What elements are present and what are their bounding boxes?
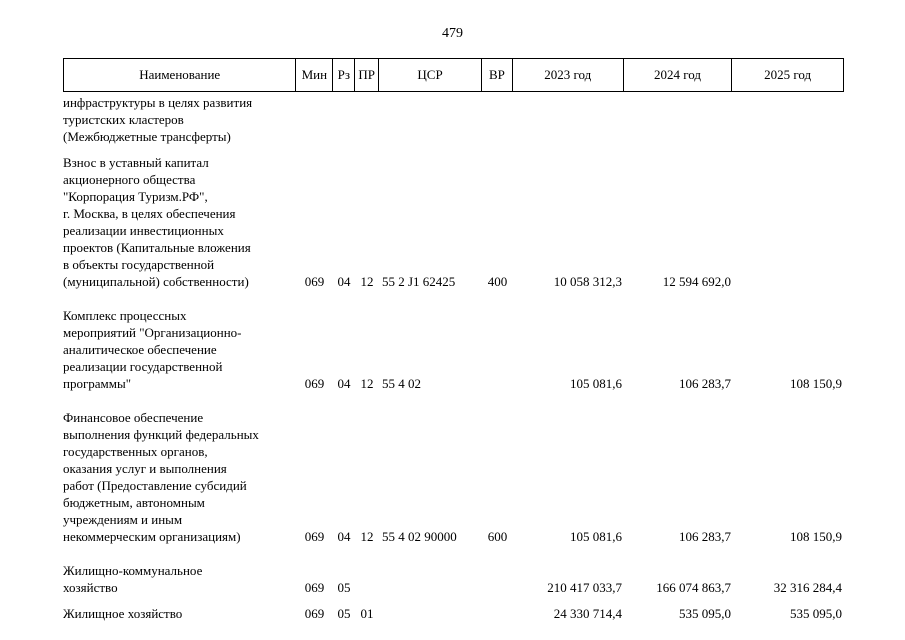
row-name	[63, 605, 296, 622]
row-name-line: бюджетным, автономным	[63, 495, 205, 510]
row-name-line: учреждениям и иным	[63, 512, 183, 527]
row-name-line: мероприятий "Организационно-	[63, 325, 242, 340]
row-name-line: государственных органов,	[63, 444, 208, 459]
row-csr: 55 4 02	[382, 376, 421, 391]
row-2024: 12 594 692,0	[662, 274, 731, 289]
row-name-line: оказания услуг и выполнения	[63, 461, 227, 476]
table-row	[63, 94, 844, 145]
row-csr: 55 2 J1 62425	[382, 274, 456, 289]
row-name-line: Взнос в уставный капитал	[63, 155, 209, 170]
row-name-line: аналитическое обеспечение	[63, 342, 217, 357]
table-row	[63, 562, 844, 596]
page-number: 479	[442, 26, 463, 41]
header-rz: Рз	[333, 59, 355, 91]
row-2025: 535 095,0	[790, 606, 842, 621]
row-pr: 12	[360, 274, 374, 289]
row-2025: 108 150,9	[790, 376, 842, 391]
row-rz: 04	[337, 376, 351, 391]
row-name-line: г. Москва, в целях обеспечения	[63, 206, 236, 221]
row-name-line: реализации государственной	[63, 359, 223, 374]
row-name	[63, 94, 296, 145]
row-name-line: Финансовое обеспечение	[63, 410, 204, 425]
row-2024: 106 283,7	[679, 376, 731, 391]
row-rz: 05	[337, 580, 351, 595]
header-pr: ПР	[355, 59, 379, 91]
row-name-line: "Корпорация Туризм.РФ",	[63, 189, 208, 204]
row-name	[63, 307, 296, 392]
table-row	[63, 154, 844, 290]
row-2024: 535 095,0	[679, 606, 731, 621]
table-row	[63, 409, 844, 545]
row-min: 069	[304, 529, 325, 544]
row-spacer	[63, 290, 844, 307]
row-name-line: туристских кластеров	[63, 112, 184, 127]
row-pr: 01	[360, 606, 374, 621]
row-name-line: в объекты государственной	[63, 257, 215, 272]
table-body	[63, 94, 844, 622]
row-name-line: инфраструктуры в целях развития	[63, 95, 253, 110]
table-row	[63, 605, 844, 622]
row-pr: 12	[360, 529, 374, 544]
row-name	[63, 409, 296, 545]
header-min: Мин	[296, 59, 333, 91]
row-vr: 600	[487, 529, 508, 544]
row-name-line: Жилищное хозяйство	[63, 606, 183, 621]
row-2023: 105 081,6	[570, 529, 622, 544]
row-pr: 12	[360, 376, 374, 391]
header-name: Наименование	[64, 59, 296, 91]
row-vr: 400	[487, 274, 508, 289]
row-2023: 10 058 312,3	[553, 274, 622, 289]
row-name-line: акционерного общества	[63, 172, 196, 187]
row-rz: 05	[337, 606, 351, 621]
header-csr: ЦСР	[379, 59, 482, 91]
row-name	[63, 154, 296, 290]
row-2023: 210 417 033,7	[547, 580, 622, 595]
row-spacer	[63, 145, 844, 154]
row-name	[63, 562, 296, 596]
row-2023: 24 330 714,4	[553, 606, 622, 621]
row-rz: 04	[337, 529, 351, 544]
row-spacer	[63, 392, 844, 409]
row-min: 069	[304, 606, 325, 621]
row-spacer	[63, 596, 844, 605]
row-spacer	[63, 545, 844, 562]
row-name-line: некоммерческим организациям)	[63, 529, 241, 544]
row-2024: 106 283,7	[679, 529, 731, 544]
header-2024: 2024 год	[624, 59, 733, 91]
row-rz: 04	[337, 274, 351, 289]
row-csr: 55 4 02 90000	[382, 529, 457, 544]
table-header	[63, 58, 844, 92]
row-name-line: проектов (Капитальные вложения	[63, 240, 251, 255]
header-vr: ВР	[482, 59, 513, 91]
row-2024: 166 074 863,7	[656, 580, 731, 595]
header-2025: 2025 год	[764, 67, 812, 82]
table-row	[63, 307, 844, 392]
row-name-line: программы"	[63, 376, 132, 391]
row-min: 069	[304, 274, 325, 289]
row-min: 069	[304, 580, 325, 595]
row-name-line: реализации инвестиционных	[63, 223, 224, 238]
row-name-line: выполнения функций федеральных	[63, 427, 259, 442]
row-name-line: работ (Предоставление субсидий	[63, 478, 247, 493]
row-2025: 32 316 284,4	[773, 580, 842, 595]
row-2025: 108 150,9	[790, 529, 842, 544]
row-2023: 105 081,6	[570, 376, 622, 391]
row-name-line: хозяйство	[63, 580, 118, 595]
header-2023: 2023 год	[513, 59, 624, 91]
row-name-line: Жилищно-коммунальное	[63, 563, 203, 578]
row-name-line: (Межбюджетные трансферты)	[63, 129, 231, 144]
row-name-line: Комплекс процессных	[63, 308, 187, 323]
row-min: 069	[304, 376, 325, 391]
row-name-line: (муниципальной) собственности)	[63, 274, 249, 289]
